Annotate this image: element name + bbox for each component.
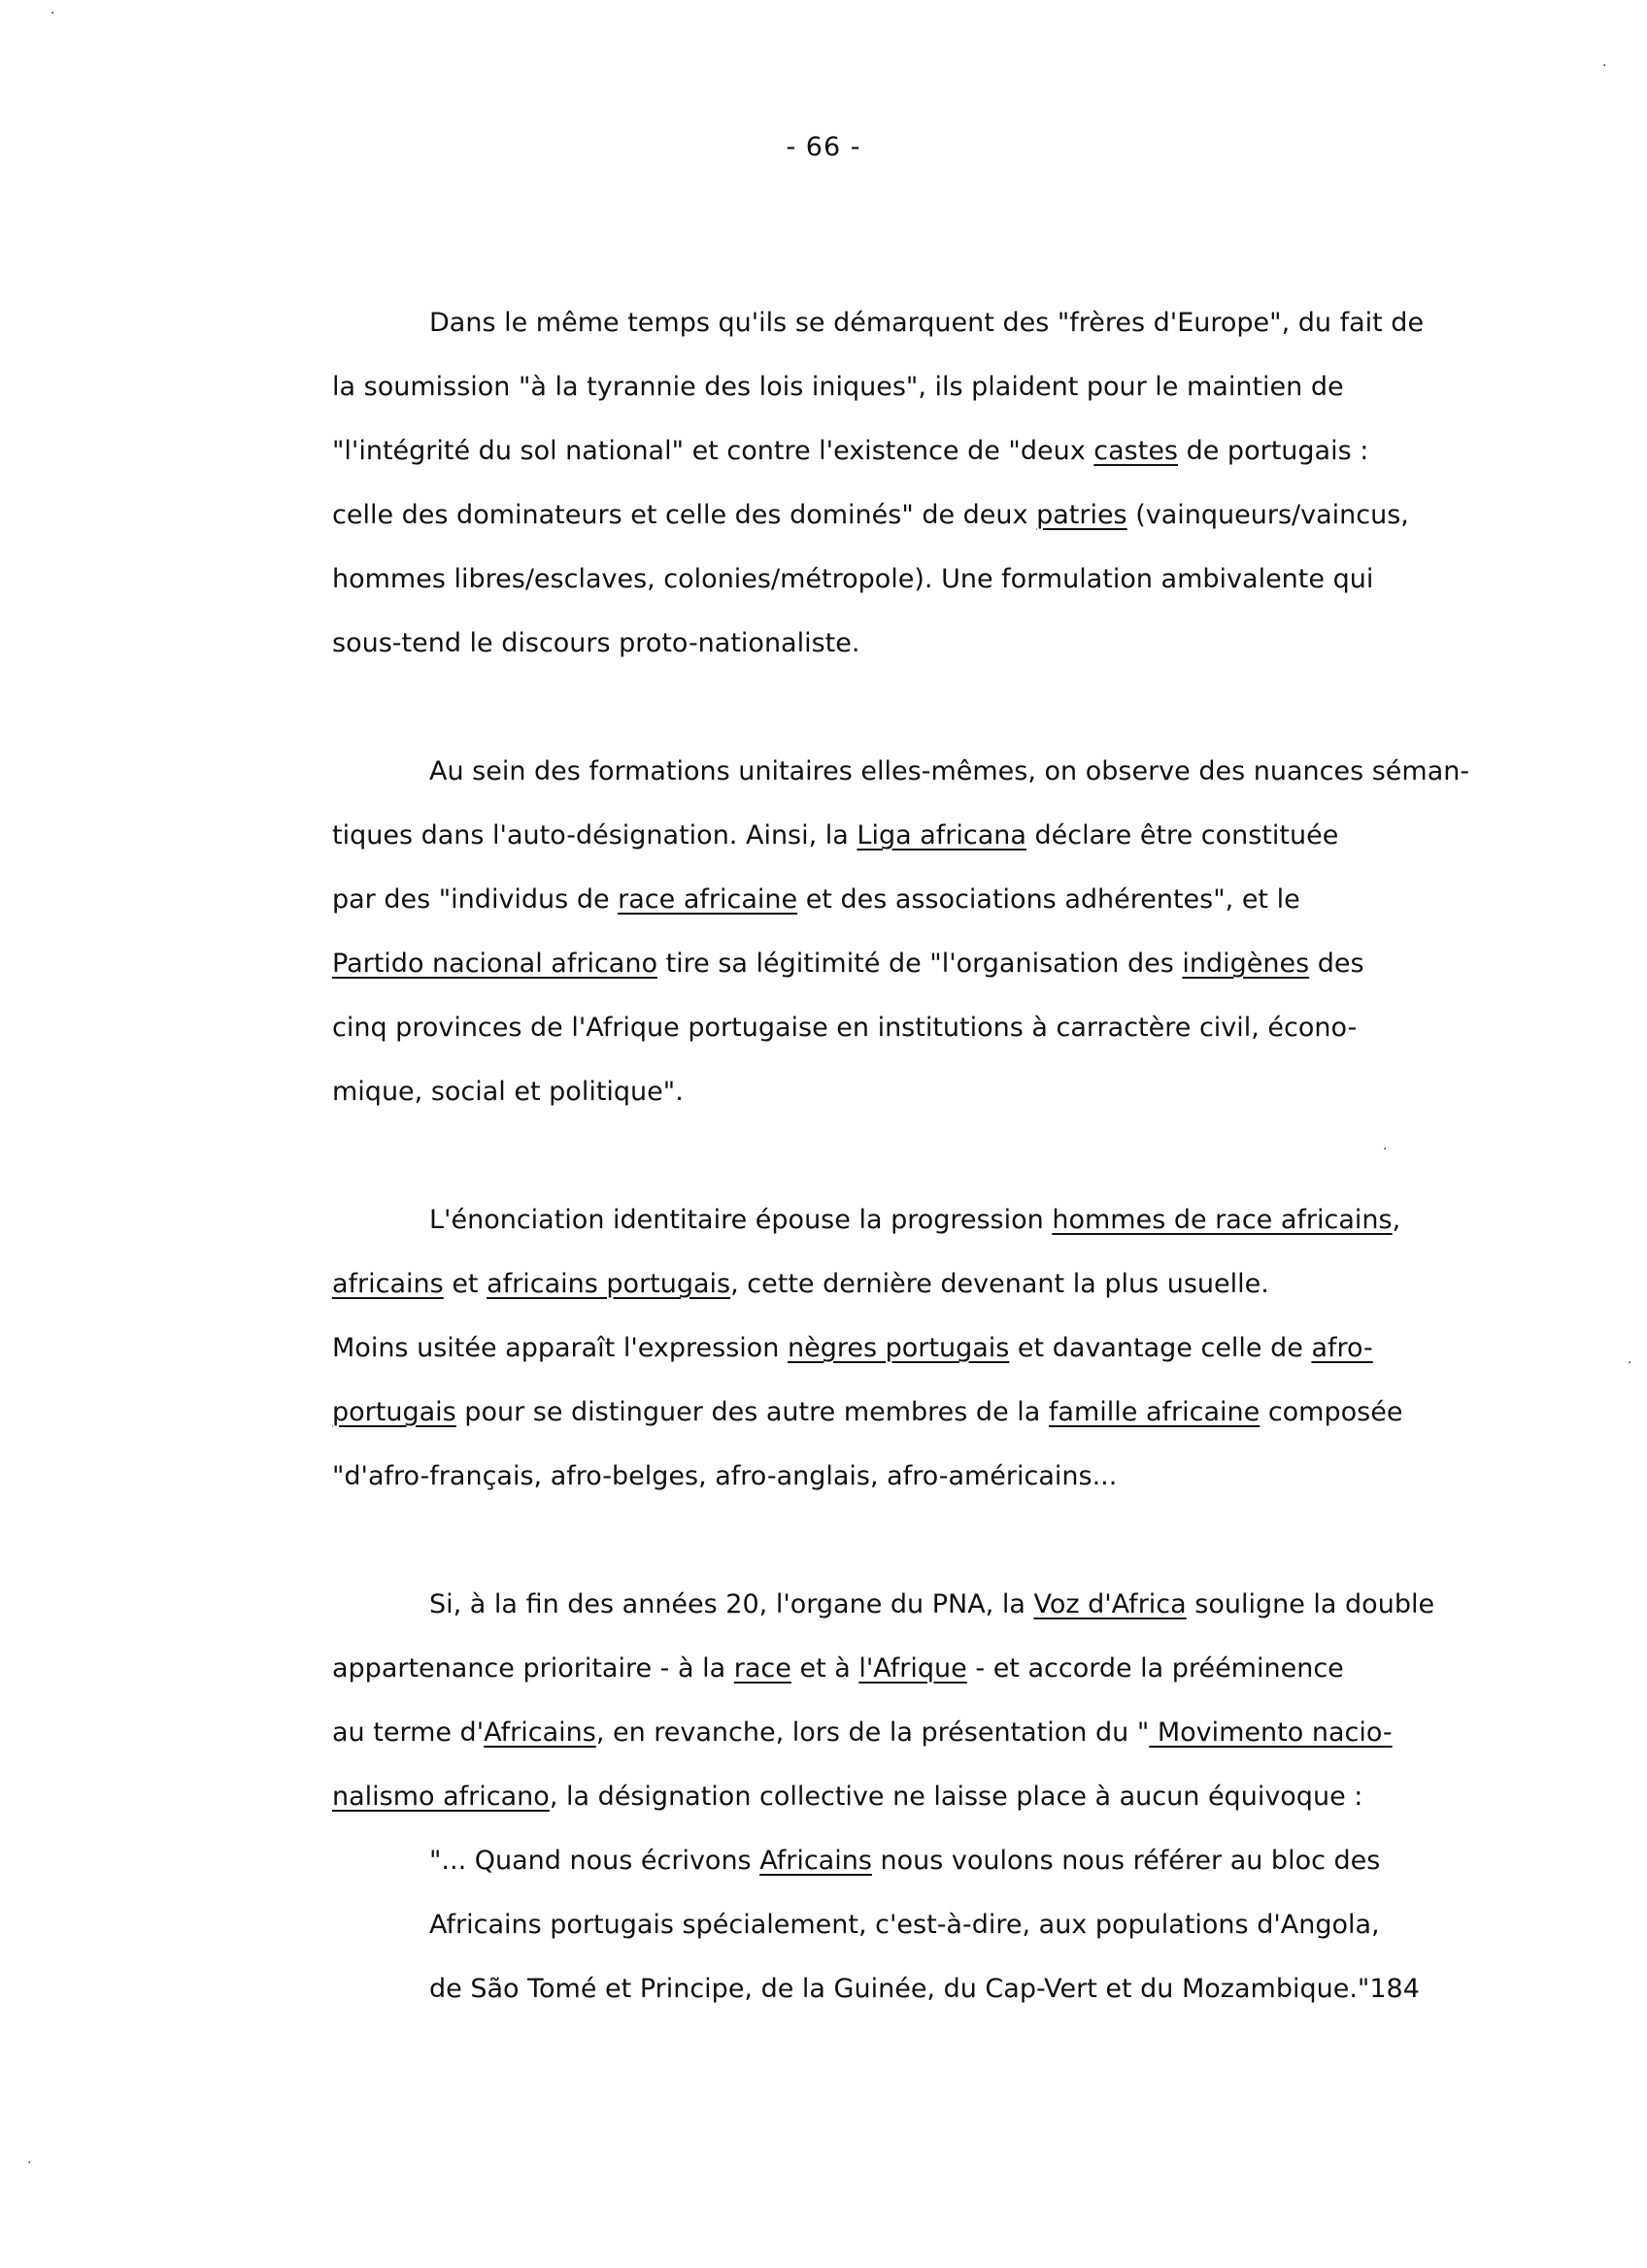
- quote-line: Africains portugais spécialement, c'est-à-dire, aux populations d'Angola,: [429, 1910, 1380, 1940]
- underlined-term: indigènes: [1182, 949, 1310, 979]
- underlined-term: nalismo africano: [332, 1782, 550, 1812]
- paragraph-line: [332, 1573, 1536, 1637]
- paragraph-line: cinq provinces de l'Afrique portugaise en institutions à carractère civil, écono-: [332, 1013, 1358, 1043]
- page-number: - 66 -: [786, 132, 861, 162]
- paragraph-line: [332, 1252, 1536, 1317]
- text-run: Si, à la fin des années 20, l'organe du PNA, la: [429, 1589, 1034, 1619]
- text-run: pour se distinguer des autre membres de la: [455, 1397, 1049, 1427]
- paragraph-line: mique, social et politique".: [332, 1077, 684, 1107]
- text-run: L'énonciation identitaire épouse la progression: [429, 1205, 1053, 1235]
- block-quote: [429, 1829, 1536, 2021]
- text-run: des: [1309, 949, 1364, 979]
- paragraph-line: [332, 1637, 1536, 1701]
- text-run: et des associations adhérentes", et le: [797, 884, 1300, 915]
- paragraph-line: "d'afro-français, afro-belges, afro-anglais, afro-américains...: [332, 1461, 1118, 1491]
- underlined-term: portugais: [332, 1397, 456, 1427]
- text-run: "l'intégrité du sol national" et contre l'existence de "deux: [332, 436, 1094, 466]
- text-run: nous voulons nous référer au bloc des: [871, 1846, 1381, 1876]
- paragraph-line: [332, 1765, 1536, 1829]
- paragraph-line: [332, 484, 1536, 548]
- text-run: , en revanche, lors de la présentation du ": [595, 1718, 1150, 1748]
- quote-line: [429, 1829, 1536, 1893]
- text-run: appartenance prioritaire - à la: [332, 1653, 734, 1684]
- text-run: ,: [1392, 1205, 1401, 1235]
- paragraph-line: [332, 932, 1536, 996]
- paragraph-3: [332, 1188, 1536, 1509]
- text-run: et: [443, 1269, 487, 1299]
- text-run: , la désignation collective ne laisse place à aucun équivoque :: [549, 1782, 1363, 1812]
- underlined-term: Africains: [759, 1846, 872, 1876]
- paragraph-line: hommes libres/esclaves, colonies/métropole). Une formulation ambivalente qui: [332, 564, 1374, 594]
- text-run: - et accorde la prééminence: [966, 1653, 1344, 1684]
- paragraph-line: Dans le même temps qu'ils se démarquent des "frères d'Europe", du fait de: [429, 308, 1425, 338]
- text-run: souligne la double: [1186, 1589, 1435, 1619]
- scan-speck: ·: [1383, 1142, 1388, 1157]
- text-run: Moins usitée apparaît l'expression: [332, 1333, 788, 1363]
- paragraph-line: [332, 1381, 1536, 1445]
- paragraph-line: [332, 1701, 1536, 1765]
- text-run: de portugais :: [1178, 436, 1369, 466]
- underlined-term: Movimento nacio-: [1149, 1718, 1393, 1748]
- scan-speck: ·: [1628, 1355, 1632, 1371]
- text-run: par des "individus de: [332, 884, 619, 915]
- paragraph-line: [332, 1317, 1536, 1381]
- text-run: celle des dominateurs et celle des dominés" de deux: [332, 500, 1037, 530]
- underlined-term: afro-: [1311, 1333, 1373, 1363]
- text-run: et davantage celle de: [1009, 1333, 1312, 1363]
- text-run: au terme d': [332, 1718, 485, 1748]
- underlined-term: Partido nacional africano: [332, 949, 657, 979]
- underlined-term: hommes de race africains: [1052, 1205, 1393, 1235]
- text-run: tire sa légitimité de "l'organisation des: [656, 949, 1183, 979]
- paragraph-line: [332, 1188, 1536, 1252]
- text-run: tiques dans l'auto-désignation. Ainsi, la: [332, 820, 857, 850]
- paragraph-line: [332, 419, 1536, 484]
- text-run: déclare être constituée: [1025, 820, 1339, 850]
- paragraph-line: la soumission "à la tyrannie des lois iniques", ils plaident pour le maintien de: [332, 372, 1344, 402]
- paragraph-1: [332, 291, 1536, 676]
- text-run: , cette dernière devenant la plus usuelle.: [730, 1269, 1269, 1299]
- paragraph-line: sous-tend le discours proto-nationaliste.: [332, 628, 860, 658]
- underlined-term: nègres portugais: [787, 1333, 1010, 1363]
- underlined-term: race africaine: [618, 884, 798, 915]
- text-run: et à: [790, 1653, 859, 1684]
- underlined-term: africains portugais: [487, 1269, 731, 1299]
- scan-speck: ·: [1602, 58, 1607, 74]
- underlined-term: castes: [1093, 436, 1179, 466]
- underlined-term: Voz d'Africa: [1033, 1589, 1187, 1619]
- scan-speck: ·: [50, 6, 55, 21]
- paragraph-line: [332, 804, 1536, 868]
- text-run: (vainqueurs/vaincus,: [1126, 500, 1409, 530]
- underlined-term: famille africaine: [1048, 1397, 1260, 1427]
- underlined-term: Africains: [484, 1718, 596, 1748]
- paragraph-line: Au sein des formations unitaires elles-mêmes, on observe des nuances séman-: [429, 756, 1470, 786]
- underlined-term: l'Afrique: [858, 1653, 967, 1684]
- quote-line: de São Tomé et Principe, de la Guinée, du Cap-Vert et du Mozambique."184: [429, 1974, 1420, 2004]
- paragraph-2: [332, 740, 1536, 1124]
- underlined-term: africains: [332, 1269, 444, 1299]
- text-run: "... Quand nous écrivons: [429, 1846, 760, 1876]
- underlined-term: Liga africana: [857, 820, 1026, 850]
- paragraph-line: [332, 868, 1536, 932]
- underlined-term: race: [733, 1653, 791, 1684]
- underlined-term: patries: [1036, 500, 1127, 530]
- scan-speck: ·: [27, 2155, 32, 2171]
- text-run: composée: [1260, 1397, 1403, 1427]
- paragraph-4: [332, 1573, 1536, 1829]
